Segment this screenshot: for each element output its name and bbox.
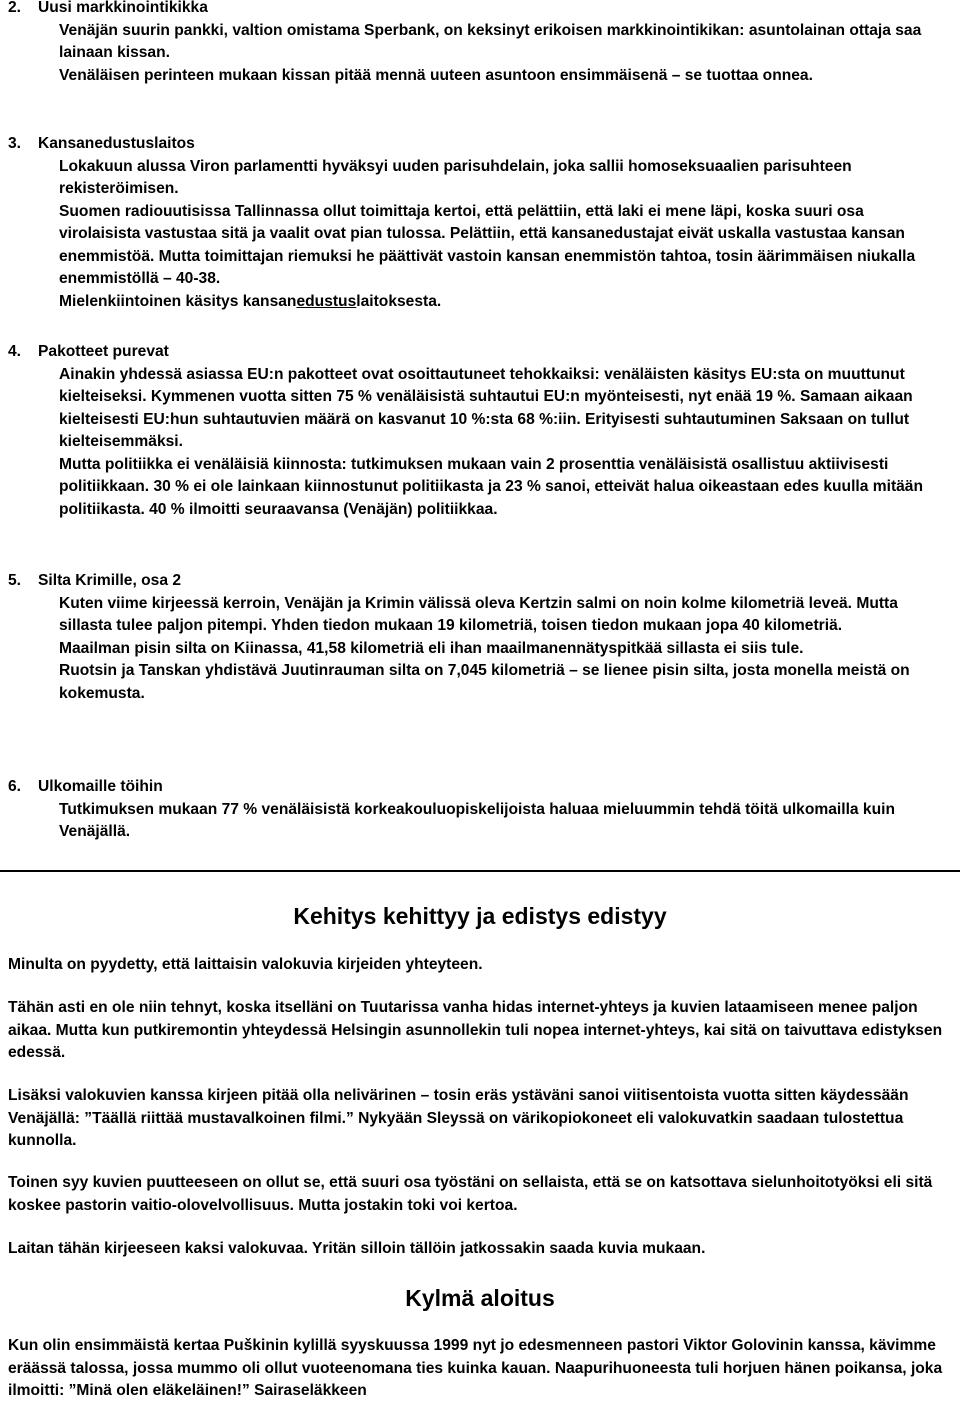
news-item-6 <box>8 776 948 844</box>
text-run: laitoksesta. <box>356 292 442 310</box>
paragraph: Tutkimuksen mukaan 77 % venäläisistä korkeakouluopiskelijoista haluaa mieluummin tehdä töitä ulkomailla kuin Venäjällä. <box>59 800 895 840</box>
paragraph: Lokakuun alussa Viron parlamentti hyväksyi uuden parisuhdelain, joka sallii homoseksuaalien parisuhteen rekisteröimisen. <box>59 157 852 197</box>
paragraph: Kun olin ensimmäistä kertaa Puškinin kylillä syyskuussa 1999 nyt jo edesmenneen pastori Viktor Golovinin kanssa, kävimme eräässä talossa, jossa mummo oli ollut vuoteenomana ties kuinka kauan. Naapurihuoneesta tuli horjuen hänen poikansa, joka ilmoitti: ”Minä olen eläkeläinen!” Sairaseläkkeen <box>8 1337 943 1399</box>
paragraph: Ainakin yhdessä asiassa EU:n pakotteet ovat osoittautuneet tehokkaiksi: venäläisten käsitys EU:sta on muuttunut kielteiseksi. Kymmenen vuotta sitten 75 % venäläisistä suhtautui EU:n myönteisesti, nyt enää 19 %. Samaan aikaan kielteisesti EU:hun suhtautuvien määrä on kasvanut 10 %:sta 68 %:iin. Erityisesti suhtautuminen Saksaan on tullut kielteisemmäksi. <box>59 365 913 450</box>
paragraph <box>59 291 949 314</box>
item-number: 5. <box>8 572 22 589</box>
article-title: Kehitys kehittyy ja edistys edistyy <box>293 903 667 929</box>
paragraph: Toinen syy kuvien puutteeseen on ollut se, että suuri osa työstäni on sellaista, että se on katsottava sielunhoitotyöksi eli sitä koskee pastorin vaitio-olovelvollisuus. Mutta jostakin toki voi kertoa. <box>8 1174 933 1214</box>
news-item-heading <box>8 0 948 20</box>
paragraph: Laitan tähän kirjeeseen kaksi valokuvaa. Yritän silloin tällöin jatkossakin saada kuvia mukaan. <box>8 1240 706 1257</box>
paragraph: Mutta politiikka ei venäläisiä kiinnosta: tutkimuksen mukaan vain 2 prosenttia venäläisistä osallistuu aktiivisesti politiikkaan. 30 % ei ole lainkaan kiinnostunut politiikasta ja 23 % sanoi, etteivät halua oikeastaan edes kuulla mitään politiikasta. 40 % ilmoitti seuraavansa (Venäjän) politiikkaa. <box>59 455 924 518</box>
news-item-heading <box>8 133 948 156</box>
paragraph: Ruotsin ja Tanskan yhdistävä Juutinrauman silta on 7,045 kilometriä – se lienee pisin silta, josta monella meistä on kokemusta. <box>59 662 910 702</box>
text-run: Mielenkiintoinen käsitys kansan <box>59 292 297 310</box>
news-item-5 <box>8 570 948 705</box>
paragraph: Venäläisen perinteen mukaan kissan pitää mennä uuteen asuntoon ensimmäisenä – se tuottaa onnea. <box>59 66 813 84</box>
item-number: 6. <box>8 778 22 795</box>
paragraph: Suomen radiouutisissa Tallinnassa ollut toimittaja kertoi, että pelättiin, että laki ei mene läpi, koska suuri osa virolaisista vastustaa sitä ja vaalit ovat pian tulossa. Pelättiin, että kansanedustajat eivät uskalla vastustaa kansan enemmistöä. Mutta toimittajan riemuksi he päättivät vastoin kansan enemmistön tahtoa, tosin äärimmäisen niukalla enemmistöllä – 40-38. <box>59 202 916 287</box>
news-item-heading <box>8 570 948 593</box>
paragraph: Venäjän suurin pankki, valtion omistama Sperbank, on keksinyt erikoisen markkinointikikan: asuntolainan ottaja saa lainaan kissan. <box>59 21 922 61</box>
paragraph: Lisäksi valokuvien kanssa kirjeen pitää olla nelivärinen – tosin eräs ystäväni sanoi viitisentoista vuotta sitten käydessään Venäjällä: ”Täällä riittää mustavalkoinen filmi.” Nykyään Sleyssä on värikopiokoneet eli valokuvatkin saadaan tulostettua kunnolla. <box>8 1087 909 1149</box>
item-title: Kansanedustuslaitos <box>38 135 195 152</box>
news-item-heading <box>8 341 948 364</box>
item-title: Silta Krimille, osa 2 <box>38 572 182 589</box>
news-item-3 <box>8 133 948 313</box>
item-title: Pakotteet purevat <box>38 343 169 360</box>
item-title: Ulkomaille töihin <box>38 778 163 795</box>
item-number: 4. <box>8 343 22 360</box>
item-number: 2. <box>8 0 22 16</box>
paragraph: Kuten viime kirjeessä kerroin, Venäjän ja Krimin välissä oleva Kertzin salmi on noin kolme kilometriä leveä. Mutta sillasta tulee paljon pitempi. Yhden tiedon mukaan 19 kilometriä, toisen tiedon mukaan jopa 40 kilometriä. <box>59 594 898 634</box>
item-number: 3. <box>8 135 22 152</box>
paragraph: Minulta on pyydetty, että laittaisin valokuvia kirjeiden yhteyteen. <box>8 956 483 973</box>
news-item-2 <box>8 0 948 87</box>
horizontal-divider <box>0 870 960 872</box>
news-item-4 <box>8 341 948 521</box>
article-title: Kylmä aloitus <box>405 1285 555 1311</box>
news-item-heading <box>8 776 948 799</box>
item-title: Uusi markkinointikikka <box>38 0 208 16</box>
paragraph: Tähän asti en ole niin tehnyt, koska itselläni on Tuutarissa vanha hidas internet-yhteys ja kuvien lataamiseen menee paljon aikaa. Mutta kun putkiremontin yhteydessä Helsingin asunnollekin tuli nopea internet-yhteys, kai sitä on taivuttava edistyksen edessä. <box>8 999 943 1061</box>
paragraph: Maailman pisin silta on Kiinassa, 41,58 kilometriä eli ihan maailmanennätyspitkää sillasta ei siis tule. <box>59 639 804 657</box>
underlined-text: edustus <box>296 292 357 310</box>
